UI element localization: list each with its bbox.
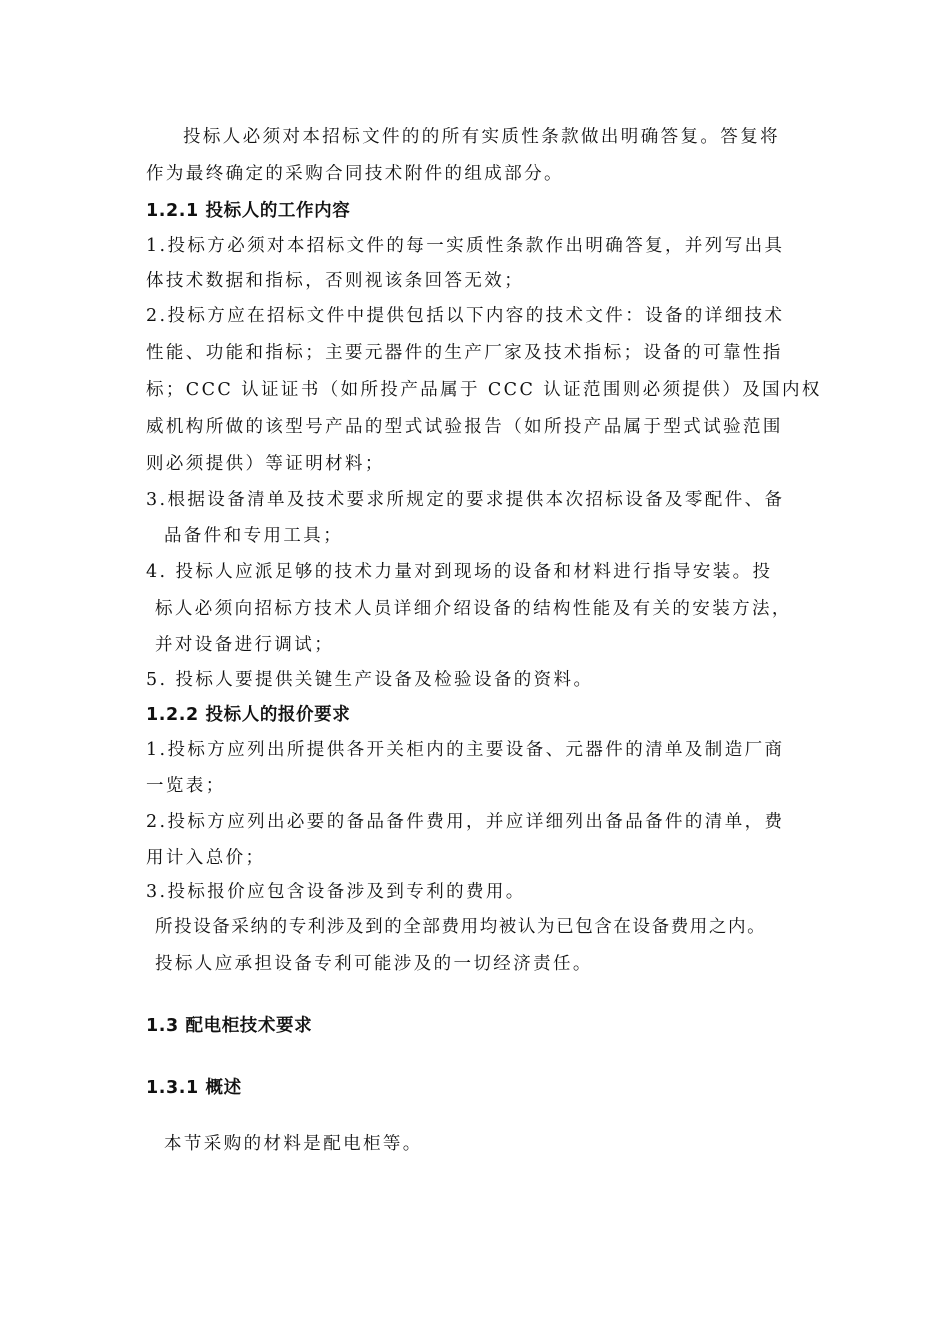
list-item-line: 体技术数据和指标，否则视该条回答无效； [146, 271, 525, 291]
list-item-line: 性能、功能和指标；主要元器件的生产厂家及技术指标；设备的可靠性指 [146, 343, 783, 363]
list-item-line: 则必须提供）等证明材料； [146, 454, 385, 474]
intro-line: 作为最终确定的采购合同技术附件的组成部分。 [146, 164, 564, 184]
list-item-line: 一览表； [146, 776, 226, 796]
paragraph-text: 本节采购的材料是配电柜等。 [164, 1134, 423, 1154]
list-item-line: 品备件和专用工具； [164, 526, 344, 546]
section-heading-1-2-2: 1.2.2 投标人的报价要求 [146, 705, 351, 725]
list-item-line: 3.根据设备清单及技术要求所规定的要求提供本次招标设备及零配件、备 [146, 490, 785, 510]
list-item-line: 标；CCC 认证证书（如所投产品属于 CCC 认证范围则必须提供）及国内权 [146, 380, 822, 400]
list-item-line: 4. 投标人应派足够的技术力量对到现场的设备和材料进行指导安装。投 [146, 562, 773, 582]
intro-line: 投标人必须对本招标文件的的所有实质性条款做出明确答复。答复将 [183, 127, 780, 147]
list-item-line: 3.投标报价应包含设备涉及到专利的费用。 [146, 882, 526, 902]
list-item-line: 用计入总价； [146, 848, 266, 868]
note-line: 所投设备采纳的专利涉及到的全部费用均被认为已包含在设备费用之内。 [155, 917, 767, 937]
list-item-line: 2.投标方应在招标文件中提供包括以下内容的技术文件：设备的详细技术 [146, 306, 785, 326]
section-heading-1-2-1: 1.2.1 投标人的工作内容 [146, 201, 351, 221]
list-item-line: 威机构所做的该型号产品的型式试验报告（如所投产品属于型式试验范围 [146, 417, 783, 437]
list-item-line: 5. 投标人要提供关键生产设备及检验设备的资料。 [146, 670, 594, 690]
section-heading-1-3: 1.3 配电柜技术要求 [146, 1016, 313, 1036]
list-item-line: 标人必须向招标方技术人员详细介绍设备的结构性能及有关的安装方法， [155, 599, 792, 619]
section-heading-1-3-1: 1.3.1 概述 [146, 1078, 242, 1098]
list-item-line: 2.投标方应列出必要的备品备件费用，并应详细列出备品备件的清单，费 [146, 812, 785, 832]
list-item-line: 1.投标方应列出所提供各开关柜内的主要设备、元器件的清单及制造厂商 [146, 740, 785, 760]
list-item-line: 1.投标方必须对本招标文件的每一实质性条款作出明确答复，并列写出具 [146, 236, 785, 256]
list-item-line: 并对设备进行调试； [155, 635, 335, 655]
note-line: 投标人应承担设备专利可能涉及的一切经济责任。 [155, 954, 593, 974]
